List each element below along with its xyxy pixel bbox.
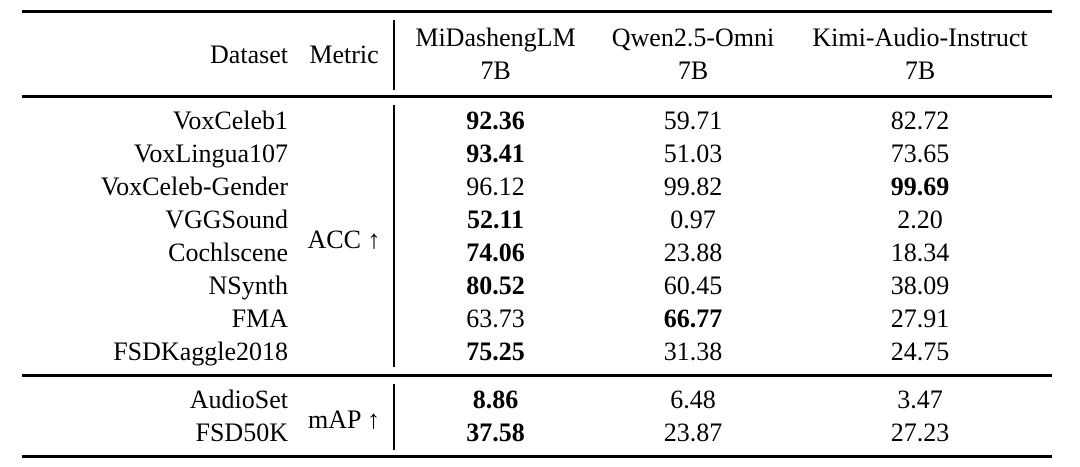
- value-cell: 24.75: [890, 337, 950, 366]
- table-row: [22, 236, 1052, 269]
- table-row: [22, 97, 1052, 138]
- column-divider-line: [393, 105, 395, 367]
- model-name: MiDashengLM: [415, 23, 576, 52]
- model-name: Kimi-Audio-Instruct: [812, 23, 1028, 52]
- header-model-kimi: [788, 12, 1052, 97]
- column-divider-line: [393, 20, 395, 90]
- table-row: [22, 376, 1052, 417]
- header-model-qwen: [598, 12, 788, 97]
- value-cell: 27.91: [890, 304, 950, 333]
- value-cell: 73.65: [890, 139, 950, 168]
- acc-section: [22, 97, 1052, 376]
- value-cell: 38.09: [890, 271, 950, 300]
- metric-cell: ACC ↑: [307, 224, 381, 254]
- value-cell: 0.97: [670, 205, 716, 234]
- table-row: [22, 302, 1052, 335]
- model-size: 7B: [677, 56, 709, 85]
- value-cell: 6.48: [670, 385, 716, 414]
- value-cell: 23.87: [663, 418, 723, 447]
- model-name: Qwen2.5-Omni: [611, 23, 775, 52]
- value-cell: 74.06: [466, 238, 525, 267]
- value-cell: 3.47: [897, 385, 943, 414]
- value-cell: 27.23: [890, 418, 950, 447]
- table-row: [22, 269, 1052, 302]
- results-table: [22, 10, 1052, 458]
- dataset-cell: FSD50K: [195, 418, 288, 447]
- table-header: [22, 12, 1052, 97]
- dataset-cell: VoxLingua107: [133, 139, 288, 168]
- value-cell: 82.72: [890, 106, 950, 135]
- value-cell: 66.77: [663, 304, 723, 333]
- value-cell: 63.73: [466, 304, 525, 333]
- model-size: 7B: [480, 56, 511, 85]
- header-dataset: Dataset: [210, 39, 288, 69]
- dataset-cell: VoxCeleb-Gender: [100, 172, 288, 201]
- column-divider-line: [393, 384, 395, 450]
- dataset-cell: Cochlscene: [168, 238, 288, 267]
- model-size: 7B: [904, 56, 936, 85]
- value-cell: 31.38: [663, 337, 723, 366]
- value-cell: 51.03: [663, 139, 723, 168]
- value-cell: 23.88: [663, 238, 723, 267]
- value-cell: 18.34: [890, 238, 950, 267]
- dataset-cell: NSynth: [208, 271, 288, 300]
- value-cell: 37.58: [466, 418, 525, 447]
- value-cell: 99.82: [663, 172, 723, 201]
- map-section: [22, 376, 1052, 457]
- metric-cell: mAP ↑: [308, 404, 380, 434]
- table-row: [22, 335, 1052, 376]
- header-row: [22, 12, 1052, 97]
- value-cell: 8.86: [472, 385, 519, 414]
- value-cell: 93.41: [466, 139, 525, 168]
- value-cell: 60.45: [663, 271, 723, 300]
- dataset-cell: FMA: [231, 304, 288, 333]
- table-row: [22, 416, 1052, 457]
- dataset-cell: FSDKaggle2018: [113, 337, 288, 366]
- value-cell: 80.52: [466, 271, 525, 300]
- value-cell: 2.20: [897, 205, 943, 234]
- value-cell: 52.11: [466, 205, 525, 234]
- value-cell: 96.12: [466, 172, 525, 201]
- table-row: [22, 170, 1052, 203]
- table-row: [22, 137, 1052, 170]
- value-cell: 99.69: [890, 172, 950, 201]
- value-cell: 92.36: [466, 106, 525, 135]
- value-cell: 59.71: [663, 106, 723, 135]
- dataset-cell: VoxCeleb1: [172, 106, 288, 135]
- header-metric: Metric: [309, 39, 379, 69]
- header-model-midashenglm: [393, 12, 598, 97]
- value-cell: 75.25: [466, 337, 525, 366]
- benchmark-results-table: [22, 10, 1052, 458]
- dataset-cell: AudioSet: [189, 385, 288, 414]
- dataset-cell: VGGSound: [165, 205, 288, 234]
- table-row: [22, 203, 1052, 236]
